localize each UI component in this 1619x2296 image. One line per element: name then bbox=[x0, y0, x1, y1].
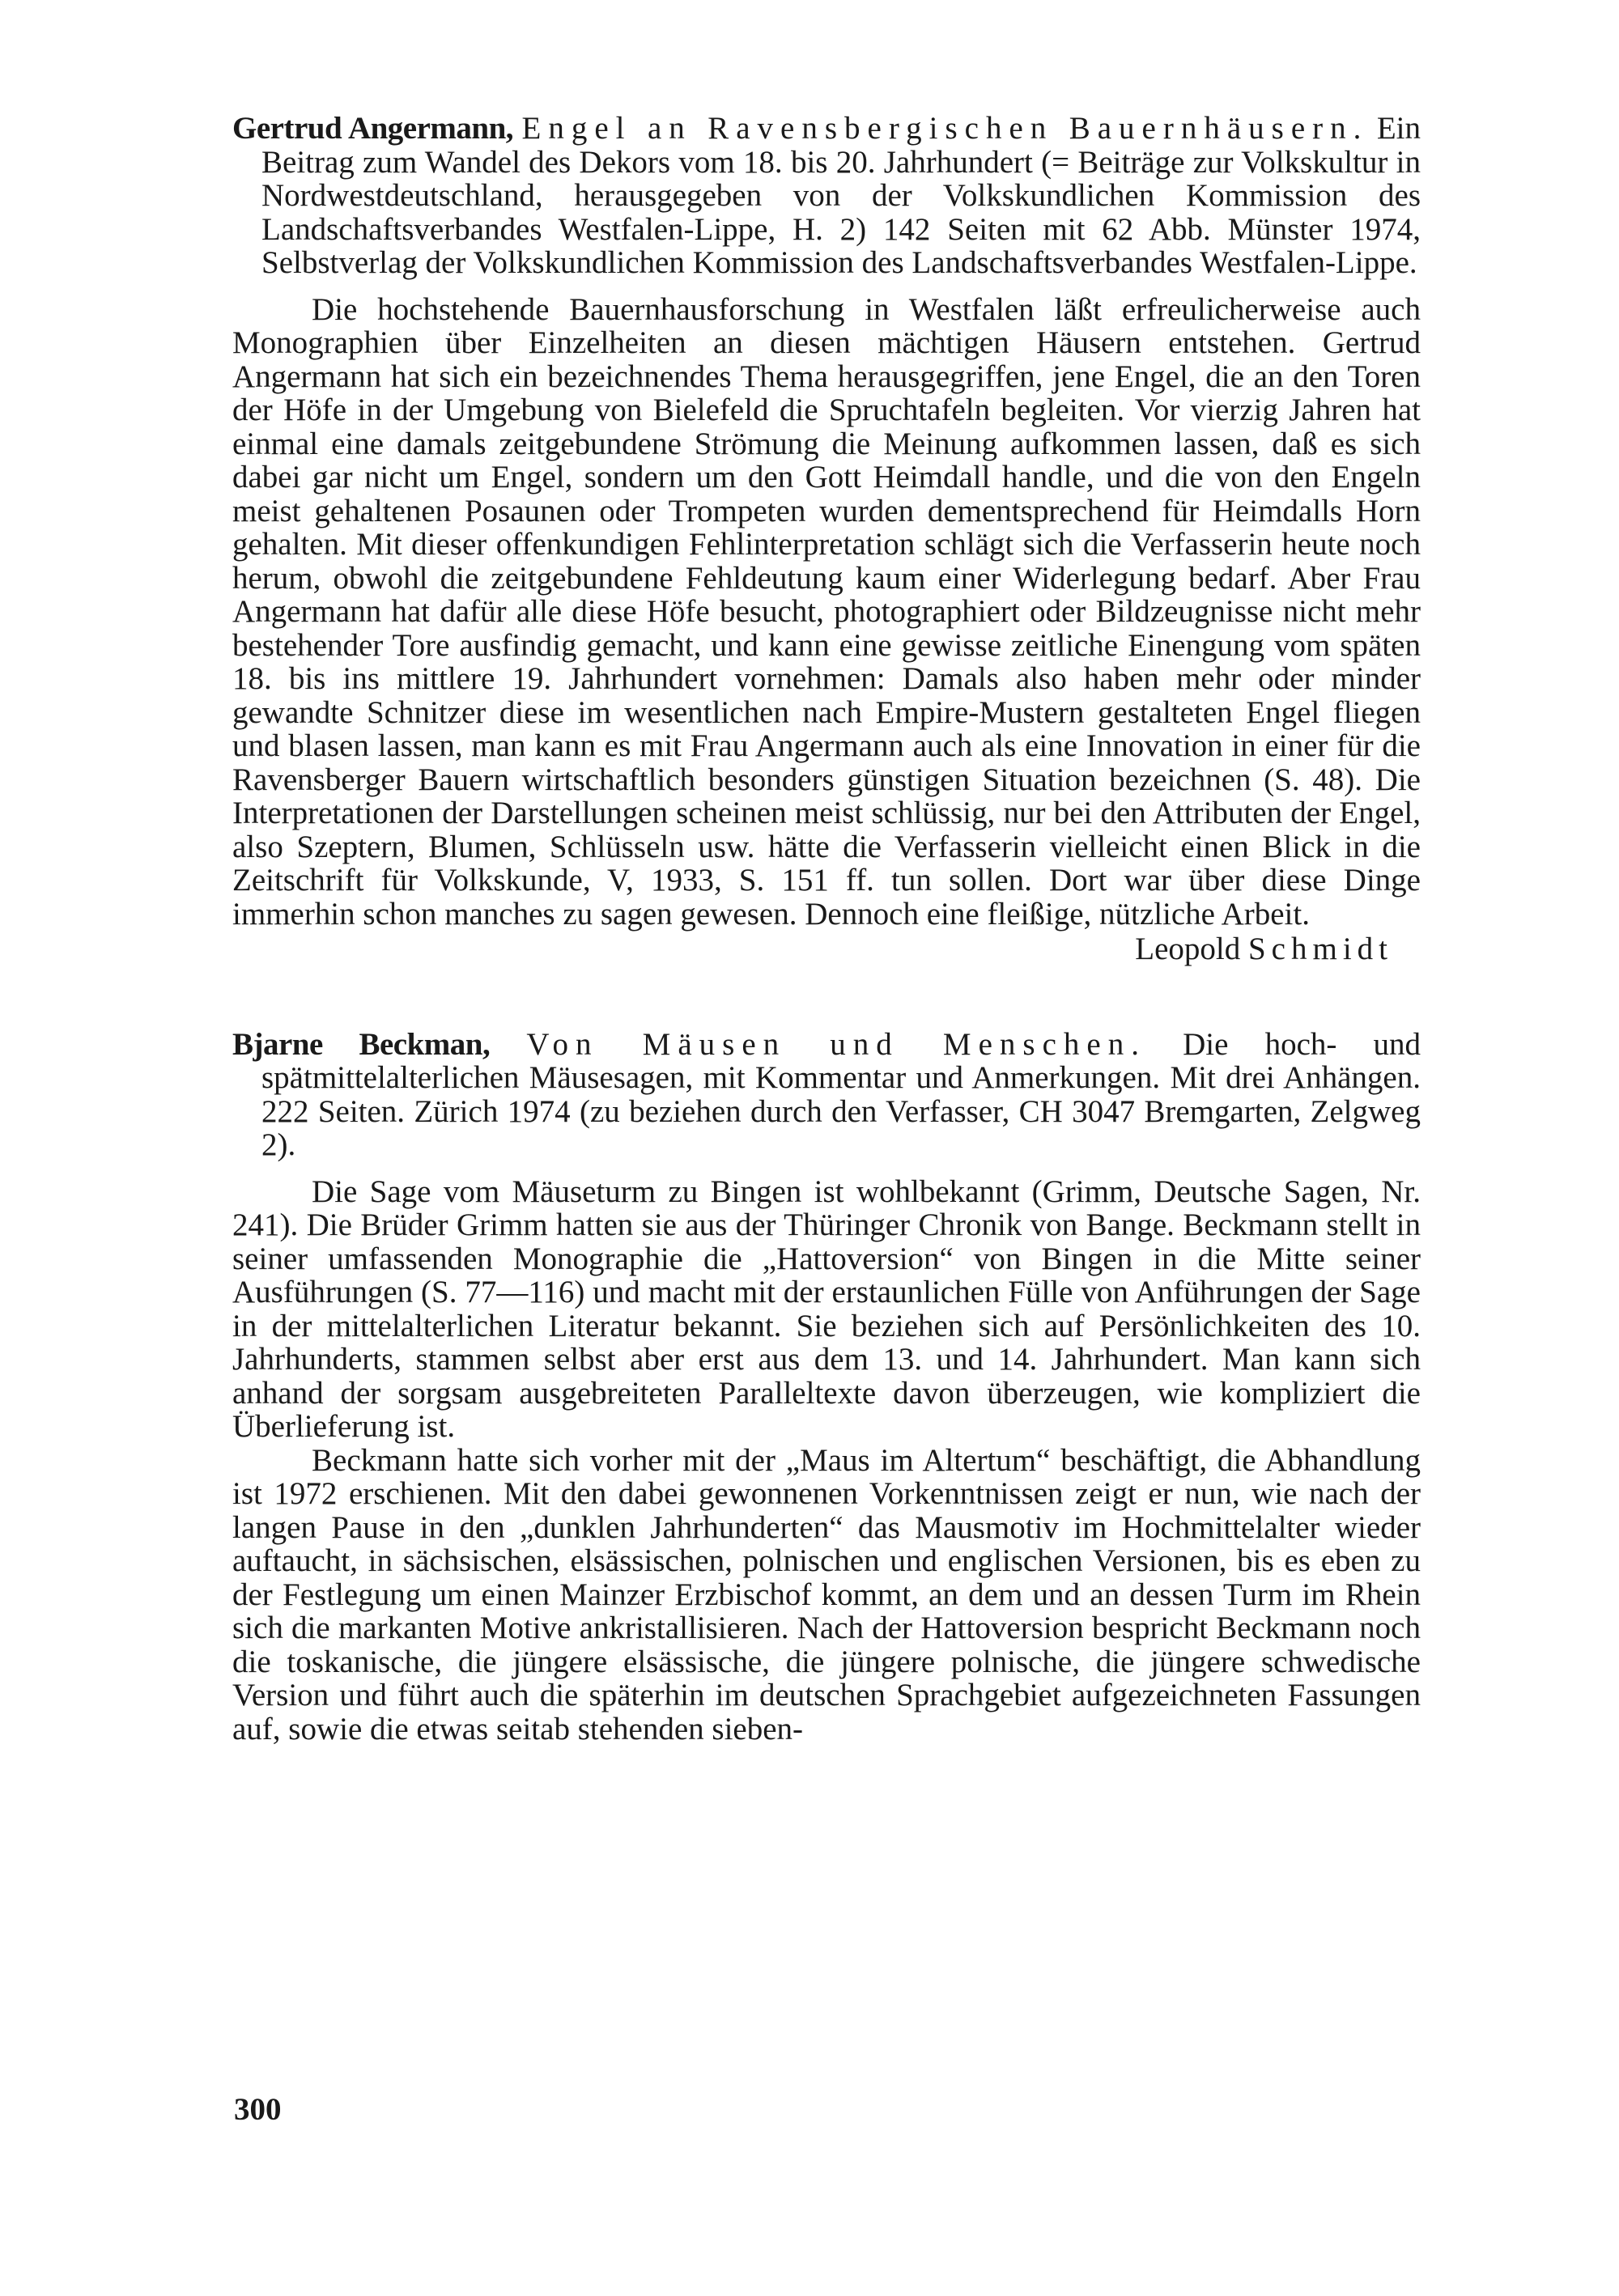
bibliographic-entry bbox=[232, 1028, 1421, 1162]
page-number: 300 bbox=[234, 2092, 282, 2127]
reviewer-last-name: Schmidt bbox=[1247, 932, 1393, 966]
book-title: Engel an Ravensbergischen Bauernhäusern. bbox=[521, 111, 1369, 146]
review-beckman bbox=[232, 1028, 1421, 1746]
book-title: Von Mäusen und Menschen. bbox=[526, 1026, 1146, 1062]
page-content bbox=[232, 112, 1421, 1746]
reviewer-first-name: Leopold bbox=[1135, 932, 1241, 966]
review-paragraph: Die Sage vom Mäuseturm zu Bingen ist wohlbekannt (Grimm, Deutsche Sagen, Nr. 241). Die Brüder Grimm hatten sie aus der Thüringer Chronik von Bange. Beckmann stellt in seiner umfassenden Monographie die „Hattoversion“ von Bingen in die Mitte seiner Ausführungen (S. 77—116) und macht mit der erstaunlichen Fülle von Anführungen der Sage in der mittelalterlichen Literatur bekannt. Sie beziehen sich auf Persönlichkeiten des 10. Jahrhunderts, stammen selbst aber erst aus dem 13. und 14. Jahrhundert. Man kann sich anhand der sorgsam ausgebreiteten Paralleltexte davon überzeugen, wie kompliziert die Überlieferung ist. bbox=[232, 1173, 1421, 1444]
review-author: Gertrud Angermann, bbox=[232, 111, 514, 146]
citation-details: Die hoch- und spätmittelalterlichen Mäusesagen, mit Kommentar und Anmerkungen. Mit drei Anhängen. 222 Seiten. Zürich 1974 (zu beziehen durch den Verfasser, CH 3047 Bremgarten, Zelgweg 2). bbox=[261, 1026, 1421, 1162]
reviewer-signature bbox=[232, 932, 1393, 966]
bibliographic-entry bbox=[232, 112, 1421, 280]
review-angermann bbox=[232, 112, 1421, 966]
review-author: Bjarne Beckman, bbox=[232, 1026, 491, 1062]
citation-details: Ein Beitrag zum Wandel des Dekors vom 18. bis 20. Jahrhundert (= Beiträge zur Volkskultur in Nordwestdeutschland, herausgegeben von der Volkskundlichen Kommission des Landschaftsverbandes Westfalen-Lippe, H. 2) 142 Seiten mit 62 Abb. Münster 1974, Selbstverlag der Volkskundlichen Kommission des Landschaftsverbandes Westfalen-Lippe. bbox=[261, 111, 1421, 280]
review-paragraph: Die hochstehende Bauernhausforschung in Westfalen läßt erfreulicherweise auch Monographien über Einzelheiten an diesen mächtigen Häusern entstehen. Gertrud Angermann hat sich ein bezeichnendes Thema herausgegriffen, jene Engel, die an den Toren der Höfe in der Umgebung von Bielefeld die Spruchtafeln begleiten. Vor vierzig Jahren hat einmal eine damals zeitgebundene Strömung die Meinung aufkommen lassen, daß es sich dabei gar nicht um Engel, sondern um den Gott Heimdall handle, und die von den Engeln meist gehaltenen Posaunen oder Trompeten wurden dementsprechend für Heimdalls Horn gehalten. Mit dieser offenkundigen Fehlinterpretation schlägt sich die Verfasserin heute noch herum, obwohl die zeitgebundene Fehldeutung kaum einer Widerlegung bedarf. Aber Frau Angermann hat dafür alle diese Höfe besucht, photographiert oder Bildzeugnisse nicht mehr bestehender Tore ausfindig gemacht, und kann eine gewisse zeitliche Einengung vom späten 18. bis ins mittlere 19. Jahrhundert vornehmen: Damals also haben mehr oder minder gewandte Schnitzer diese im wesentlichen nach Empire-Mustern gestalteten Engel fliegen und blasen lassen, man kann es mit Frau Angermann auch als eine Innovation in einer für die Ravensberger Bauern wirtschaftlich besonders günstigen Situation bezeichnen (S. 48). Die Interpretationen der Darstellungen scheinen meist schlüssig, nur bei den Attributen der Engel, also Szeptern, Blumen, Schlüsseln usw. hätte die Verfasserin vielleicht einen Blick in die Zeitschrift für Volkskunde, V, 1933, S. 151 ff. tun sollen. Dort war über diese Dinge immerhin schon manches zu sagen gewesen. Dennoch eine fleißige, nützliche Arbeit. bbox=[232, 291, 1421, 932]
review-paragraph: Beckmann hatte sich vorher mit der „Maus im Altertum“ beschäftigt, die Abhandlung ist 1972 erschienen. Mit den dabei gewonnenen Vorkenntnissen zeigt er nun, wie nach der langen Pause in den „dunklen Jahrhunderten“ das Mausmotiv im Hochmittelalter wieder auftaucht, in sächsischen, elsässischen, polnischen und englischen Versionen, bis es eben zu der Festlegung um einen Mainzer Erzbischof kommt, an dem und an dessen Turm im Rhein sich die markanten Motive ankristallisieren. Nach der Hattoversion bespricht Beckmann noch die toskanische, die jüngere elsässische, die jüngere polnische, die jüngere schwedische Version und führt auch die späterhin im deutschen Sprachgebiet aufgezeichneten Fassungen auf, sowie die etwas seitab stehenden sieben- bbox=[232, 1442, 1421, 1746]
